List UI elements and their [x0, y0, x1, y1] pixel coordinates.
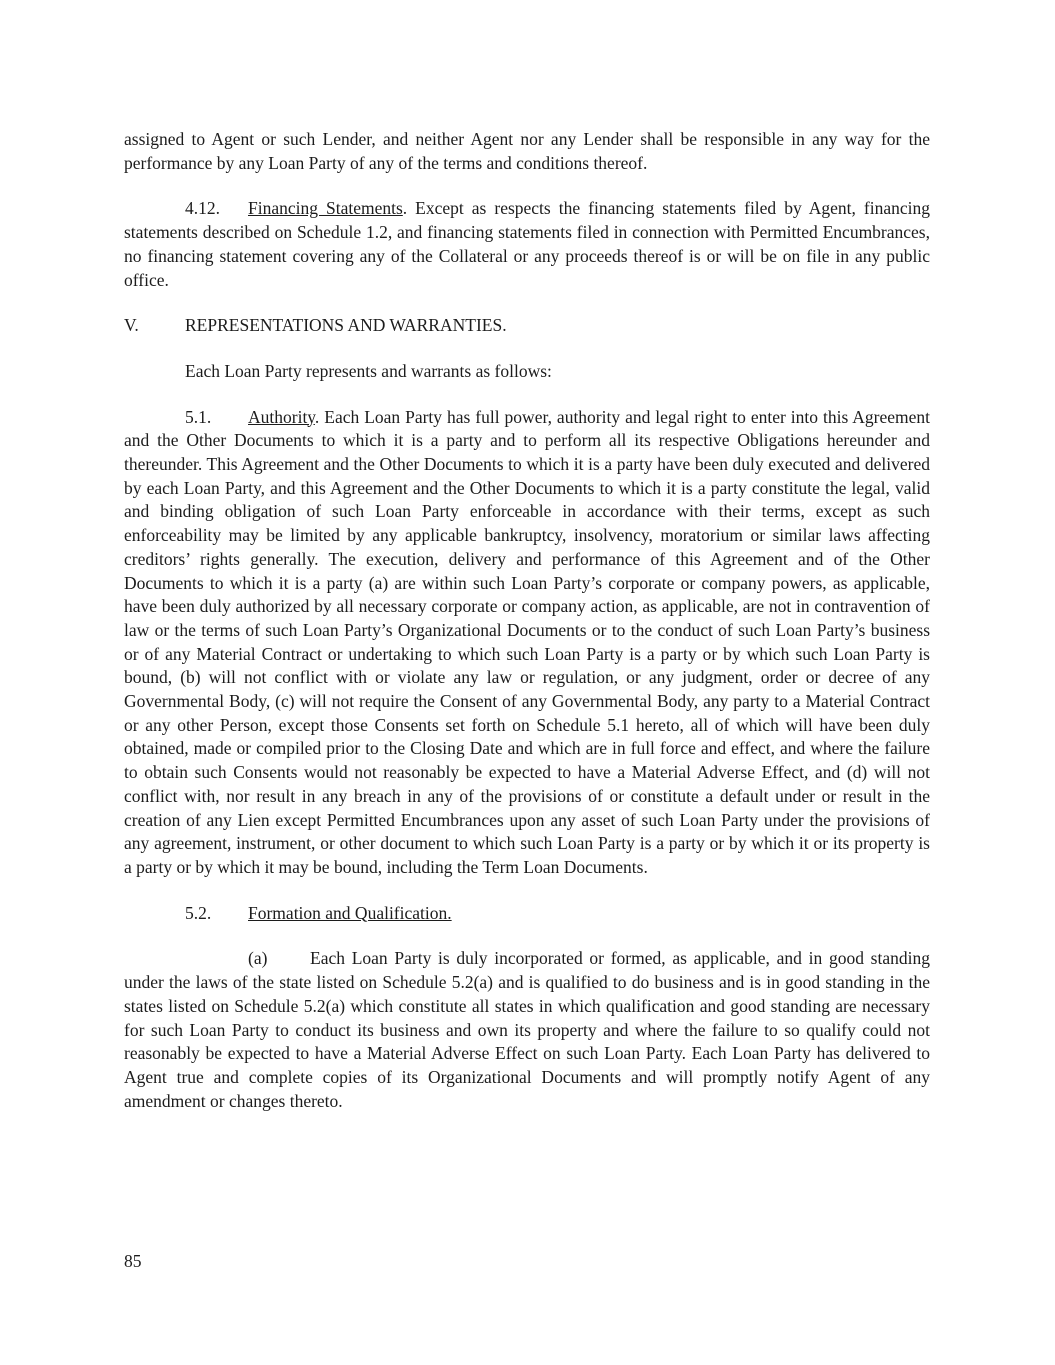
- section-5-1-body: . Each Loan Party has full power, authority and legal right to enter into this Agreement and the Other Documents to which it is a party and to perform all its respective Obligations hereunder and thereunder. This Agreement and the Other Documents to which it is a party have been duly executed and delivered by each Loan Party, and this Agreement and the Other Documents to which it is a party constitute the legal, valid and binding obligation of such Loan Party enforceable in accordance with their terms, except as such enforceability may be limited by any applicable bankruptcy, insolvency, moratorium or similar laws affecting creditors’ rights generally. The execution, delivery and performance of this Agreement and of the Other Documents to which it is a party (a) are within such Loan Party’s corporate or company powers, as applicable, have been duly authorized by all necessary corporate or company action, as applicable, are not in contravention of law or the terms of such Loan Party’s Organizational Documents or to the conduct of such Loan Party’s business or of any Material Contract or undertaking to which such Loan Party is a party or by which such Loan Party is bound, (b) will not conflict with or violate any law or regulation, or any judgment, order or decree of any Governmental Body, (c) will not require the Consent of any Governmental Body, any party to a Material Contract or any other Person, except those Consents set forth on Schedule 5.1 hereto, all of which will have been duly obtained, made or compiled prior to the Closing Date and which are in full force and effect, and where the failure to obtain such Consents would not reasonably be expected to have a Material Adverse Effect, and (d) will not conflict with, nor result in any breach in any of the provisions of or constitute a default under or result in the creation of any Lien except Permitted Encumbrances upon any asset of such Loan Party under the provisions of any agreement, instrument, or other document to which such Loan Party is a party or by which it or its property is a party or by which it may be bound, including the Term Loan Documents.: [124, 406, 930, 877]
- section-4-12-heading: Financing Statements: [248, 198, 403, 219]
- section-5-1-heading: Authority: [248, 406, 315, 427]
- article-v-heading: [124, 314, 930, 338]
- section-5-2a-label: (a): [248, 948, 268, 969]
- section-4-12-body: . Except as respects the financing statements filed by Agent, financing statements described on Schedule 1.2, and financing statements filed in connection with Permitted Encumbrances, no financing statement covering any of the Collateral or any proceeds thereof is or will be on file in any public office.: [124, 198, 930, 290]
- article-v-number: V.: [124, 315, 139, 336]
- section-5-2-heading-paragraph: [124, 902, 930, 926]
- section-4-12-paragraph: [124, 197, 930, 292]
- section-4-12-number: 4.12.: [185, 198, 220, 219]
- section-5-1-paragraph: [124, 406, 930, 880]
- continuation-paragraph: assigned to Agent or such Lender, and neither Agent nor any Lender shall be responsible in any way for the performance by any Loan Party of any of the terms and conditions thereof.: [124, 129, 930, 173]
- article-v-title: REPRESENTATIONS AND WARRANTIES.: [185, 315, 507, 336]
- section-5-1-number: 5.1.: [185, 406, 212, 427]
- page-number: 85: [124, 1251, 142, 1271]
- section-5-2a-body: Each Loan Party is duly incorporated or formed, as applicable, and in good standing under the laws of the state listed on Schedule 5.2(a) and is qualified to do business and is in good standing in the states listed on Schedule 5.2(a) which constitute all states in which qualification and good standing are necessary for such Loan Party to conduct its business and own its property and where the failure to so qualify could not reasonably be expected to have a Material Adverse Effect on such Loan Party. Each Loan Party has delivered to Agent true and complete copies of its Organizational Documents and will promptly notify Agent of any amendment or changes thereto.: [124, 948, 930, 1111]
- section-5-2-heading: Formation and Qualification.: [248, 902, 452, 923]
- section-5-2a-paragraph: [124, 947, 930, 1113]
- section-5-2-number: 5.2.: [185, 902, 212, 923]
- intro-paragraph: Each Loan Party represents and warrants as follows:: [185, 360, 552, 381]
